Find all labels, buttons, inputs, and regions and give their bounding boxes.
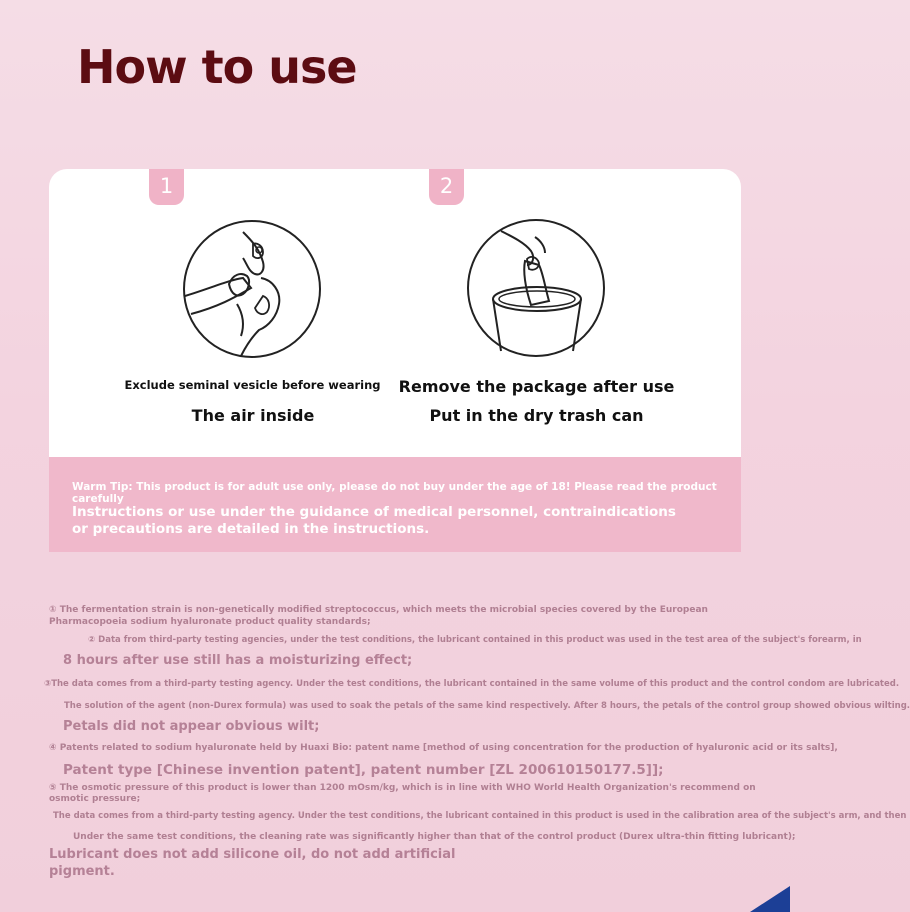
step-2-badge: 2: [429, 169, 464, 205]
footnote-4: ④ Patents related to sodium hyaluronate held by Huaxi Bio: patent name [method of using concentration for the production of hyaluronic acid or its salts],: [49, 743, 838, 753]
footnote-6-cont-3: pigment.: [49, 864, 115, 879]
footnote-6-cont-2: Lubricant does not add silicone oil, do not add artificial: [49, 847, 456, 862]
step-1-caption-small: Exclude seminal vesicle before wearing: [124, 378, 381, 392]
step-1-caption: The air inside: [191, 406, 315, 425]
footnote-2: ② Data from third-party testing agencies, under the test conditions, the lubricant contained in this product was used in the test area of the subject's forearm, in: [88, 635, 862, 645]
footnote-1: ① The fermentation strain is non-genetically modified streptococcus, which meets the microbial species covered by the European: [49, 605, 708, 615]
footnote-6-cont: Under the same test conditions, the cleaning rate was significantly higher than that of the control product (Durex ultra-thin fitting lubricant);: [73, 832, 796, 842]
warm-tip-large-text: Instructions or use under the guidance of medical personnel, contraindications or precautions are detailed in the instructions.: [72, 504, 676, 537]
page-title: How to use: [77, 40, 357, 94]
footnote-5: ⑤ The osmotic pressure of this product is lower than 1200 mOsm/kg, which is in line with WHO World Health Organization's recommend on: [49, 783, 756, 793]
warm-tip-small-text: Warm Tip: This product is for adult use only, please do not buy under the age of 18! Please read the product carefully: [72, 481, 717, 505]
trash-can-illustration: [465, 217, 607, 359]
footnote-4-cont: Patent type [Chinese invention patent], patent number [ZL 200610150177.5]];: [63, 762, 664, 778]
warm-tip-panel: [49, 457, 741, 552]
footnote-3-cont-2: Petals did not appear obvious wilt;: [63, 719, 320, 734]
step-2-caption-2: Put in the dry trash can: [429, 406, 644, 425]
instructions-card: [49, 169, 741, 552]
footnote-1-cont: Pharmacopoeia sodium hyaluronate product quality standards;: [49, 617, 371, 627]
footnote-3-cont: The solution of the agent (non-Durex formula) was used to soak the petals of the same kind respectively. After 8 hours, the petals of the control group showed obvious wilting.: [64, 701, 910, 711]
footnote-6: The data comes from a third-party testing agency. Under the test conditions, the lubricant contained in this product is used in the calibration area of the subject's arm, and then: [53, 811, 907, 821]
hands-condom-illustration: [181, 218, 323, 360]
footnote-5-cont: osmotic pressure;: [49, 794, 141, 804]
footnote-2-cont: 8 hours after use still has a moisturizing effect;: [63, 653, 413, 668]
step-1-badge: 1: [149, 169, 184, 205]
corner-decoration: [750, 886, 790, 912]
step-2-caption: Remove the package after use: [398, 377, 675, 396]
footnote-3: ③The data comes from a third-party testing agency. Under the test conditions, the lubricant contained in the same volume of this product and the control condom are lubricated.: [44, 679, 900, 689]
